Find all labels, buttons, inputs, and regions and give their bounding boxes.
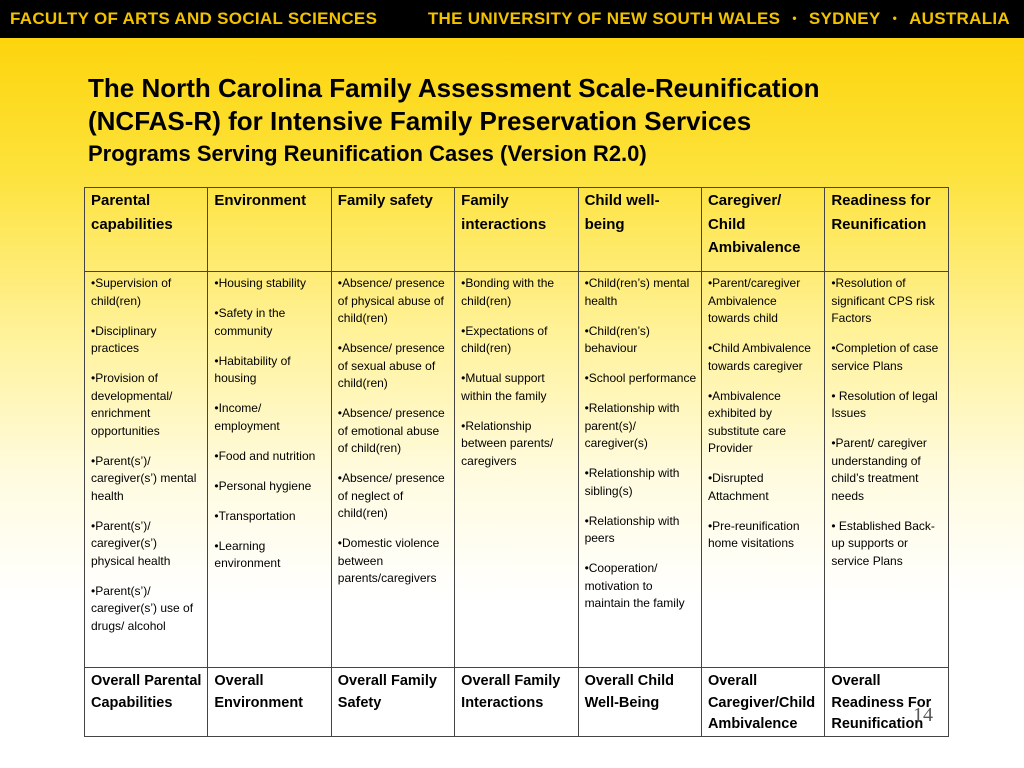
domain-item: •Domestic violence between parents/caregivers	[337, 536, 440, 585]
column-header: Family safety	[331, 188, 454, 272]
domain-item: •Absence/ presence of sexual abuse of child(ren)	[337, 341, 445, 390]
domain-item: •Expectations of child(ren)	[461, 323, 548, 355]
domain-item: •Bonding with the child(ren)	[461, 276, 555, 308]
domain-item: •Absence/ presence of emotional abuse of child(ren)	[337, 406, 445, 455]
domain-item: •Ambivalence exhibited by substitute care Provider	[707, 388, 786, 455]
domain-item: •Parent(s’)/ caregiver(s’) physical health	[91, 518, 171, 568]
domain-item: •Relationship with peers	[584, 513, 680, 545]
domain-item: •Personal hygiene	[214, 478, 312, 493]
overall-rating-cell: Overall Parental Capabilities	[85, 668, 208, 737]
domain-item: •Parent(s’)/ caregiver(s’) mental health	[91, 453, 197, 503]
overall-rating-cell: Overall Readiness For Reunification	[825, 668, 948, 737]
items-row	[85, 272, 949, 668]
domain-item: •Absence/ presence of physical abuse of child(ren)	[337, 276, 445, 325]
domain-item: •Housing stability	[214, 276, 306, 290]
domain-item: •School performance	[584, 371, 697, 385]
header-bar	[0, 0, 1024, 38]
city-name: SYDNEY	[808, 9, 881, 28]
domain-items-cell	[208, 272, 331, 668]
domain-item: •Parent(s’)/ caregiver(s’) use of drugs/ alcohol	[91, 583, 194, 633]
domain-item: •Relationship between parents/ caregivers	[461, 418, 554, 468]
domain-item: •Completion of case service Plans	[831, 341, 939, 373]
university-line	[428, 9, 1010, 29]
domain-item: •Child Ambivalence towards caregiver	[707, 341, 811, 373]
faculty-name: FACULTY OF ARTS AND SOCIAL SCIENCES	[10, 9, 378, 28]
domain-item: •Pre-reunification home visitations	[707, 518, 800, 550]
domain-item: •Provision of developmental/ enrichment opportunities	[91, 371, 173, 438]
overall-rating-cell: Overall Environment	[208, 668, 331, 737]
overall-rating-cell: Overall Child Well-Being	[578, 668, 701, 737]
column-header: Child well-being	[578, 188, 701, 272]
domain-items-cell	[455, 272, 578, 668]
domain-item: •Mutual support within the family	[461, 371, 547, 403]
assessment-table	[84, 187, 949, 737]
domain-item: •Safety in the community	[214, 306, 286, 338]
domain-item: • Resolution of legal Issues	[831, 388, 938, 420]
column-header: Parental capabilities	[85, 188, 208, 272]
domain-item: •Disrupted Attachment	[707, 471, 769, 503]
column-header: Readiness for Reunification	[825, 188, 948, 272]
university-name: THE UNIVERSITY OF NEW SOUTH WALES	[427, 9, 781, 28]
column-header: Caregiver/ Child Ambivalence	[701, 188, 824, 272]
domain-item: •Food and nutrition	[214, 448, 316, 463]
domain-item: • Established Back-up supports or service Plans	[831, 518, 935, 568]
domain-item: •Income/ employment	[214, 401, 280, 433]
overall-row	[85, 668, 949, 737]
separator-dot: •	[792, 11, 797, 25]
domain-items-cell	[701, 272, 824, 668]
domain-items-cell	[825, 272, 948, 668]
domain-item: •Habitability of housing	[214, 353, 291, 385]
overall-rating-cell: Overall Family Safety	[331, 668, 454, 737]
title-line-2: (NCFAS-R) for Intensive Family Preservation Services	[88, 106, 752, 136]
domain-items-cell	[85, 272, 208, 668]
overall-rating-cell: Overall Family Interactions	[455, 668, 578, 737]
domain-item: •Absence/ presence of neglect of child(ren)	[337, 471, 445, 520]
domain-item: •Child(ren’s) mental health	[584, 276, 690, 308]
title-line-3: Programs Serving Reunification Cases (Version R2.0)	[88, 141, 647, 166]
domain-item: •Cooperation/ motivation to maintain the family	[584, 561, 685, 610]
header-row	[85, 188, 949, 272]
title-line-1: The North Carolina Family Assessment Scale-Reunification	[88, 73, 820, 103]
domain-items-cell	[331, 272, 454, 668]
column-header: Environment	[208, 188, 331, 272]
domain-items-cell	[578, 272, 701, 668]
domain-item: •Resolution of significant CPS risk Factors	[831, 276, 935, 325]
separator-dot: •	[892, 11, 898, 25]
domain-item: •Relationship with sibling(s)	[584, 466, 680, 498]
domain-item: •Transportation	[214, 508, 296, 523]
domain-item: •Supervision of child(ren)	[91, 276, 172, 308]
country-name: AUSTRALIA	[909, 9, 1010, 28]
column-header: Family interactions	[455, 188, 578, 272]
domain-item: •Relationship with parent(s)/ caregiver(s)	[584, 401, 680, 450]
domain-item: •Child(ren’s) behaviour	[584, 323, 650, 355]
domain-item: •Parent/ caregiver understanding of child’s treatment needs	[831, 436, 927, 503]
slide-title	[88, 72, 968, 170]
domain-item: •Disciplinary practices	[91, 323, 157, 355]
page-number: 14	[913, 704, 933, 726]
overall-rating-cell: Overall Caregiver/Child Ambivalence	[701, 668, 824, 737]
domain-item: •Learning environment	[214, 538, 281, 570]
domain-item: •Parent/caregiver Ambivalence towards child	[707, 276, 801, 325]
